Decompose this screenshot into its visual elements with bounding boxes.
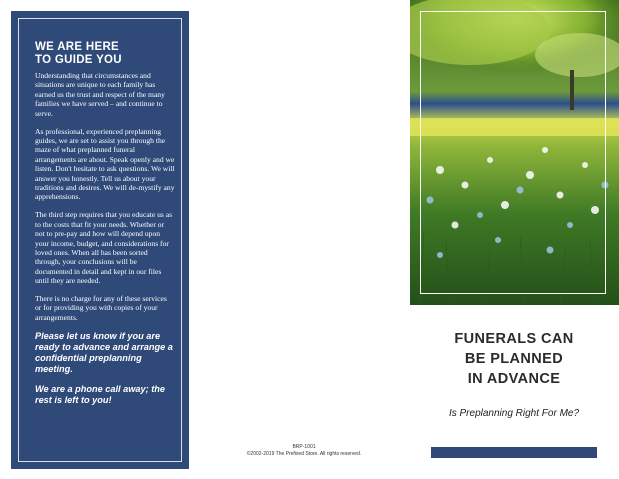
cover-accent-bar bbox=[431, 447, 597, 458]
guide-closing-call: We are a phone call away; the rest is left to you! bbox=[35, 383, 166, 405]
guide-closing-invite: Please let us know if you are ready to advance and arrange a confidential preplanning meeting. bbox=[35, 330, 173, 374]
copyright-notice: ©2002-2019 The Prefixed Store. All rights reserved. bbox=[246, 450, 362, 457]
cover-title: FUNERALS CAN BE PLANNED IN ADVANCE bbox=[454, 331, 574, 387]
product-code: BRP-1001 bbox=[292, 444, 316, 450]
guide-paragraph-3: The third step requires that you educate us as to the costs that fit your needs. Whether or not to pre-pay and how will depend upon your income, budget, and considerations for loved ones. When all has been sorted through, your conclusions will be documented in detail and kept in our files until they are needed. bbox=[35, 210, 173, 286]
guide-panel-content bbox=[35, 41, 175, 415]
cover-photo bbox=[410, 0, 619, 305]
guide-paragraph-4: There is no charge for any of these services or for providing you with copies of your arrangements. bbox=[35, 294, 167, 322]
photo-frame bbox=[420, 11, 606, 294]
guide-panel bbox=[11, 11, 189, 469]
fine-print bbox=[224, 444, 384, 457]
guide-paragraph-2: As professional, experienced preplanning guides, we are set to assist you through the maze of what preplanned funeral arrangements are about. Speak openly and we listen. Don't hesitate to ask questions. We will answer you honestly. Tell us about your traditions and desires. We will de-mystify any apprehensions. bbox=[35, 126, 175, 202]
guide-paragraph-1: Understanding that circumstances and situations are unique to each family has earned us the trust and respect of the many families we have served – and continue to serve. bbox=[35, 71, 165, 118]
guide-heading: WE ARE HERE TO GUIDE YOU bbox=[35, 41, 122, 66]
cover-subtitle: Is Preplanning Right For Me? bbox=[448, 408, 580, 419]
